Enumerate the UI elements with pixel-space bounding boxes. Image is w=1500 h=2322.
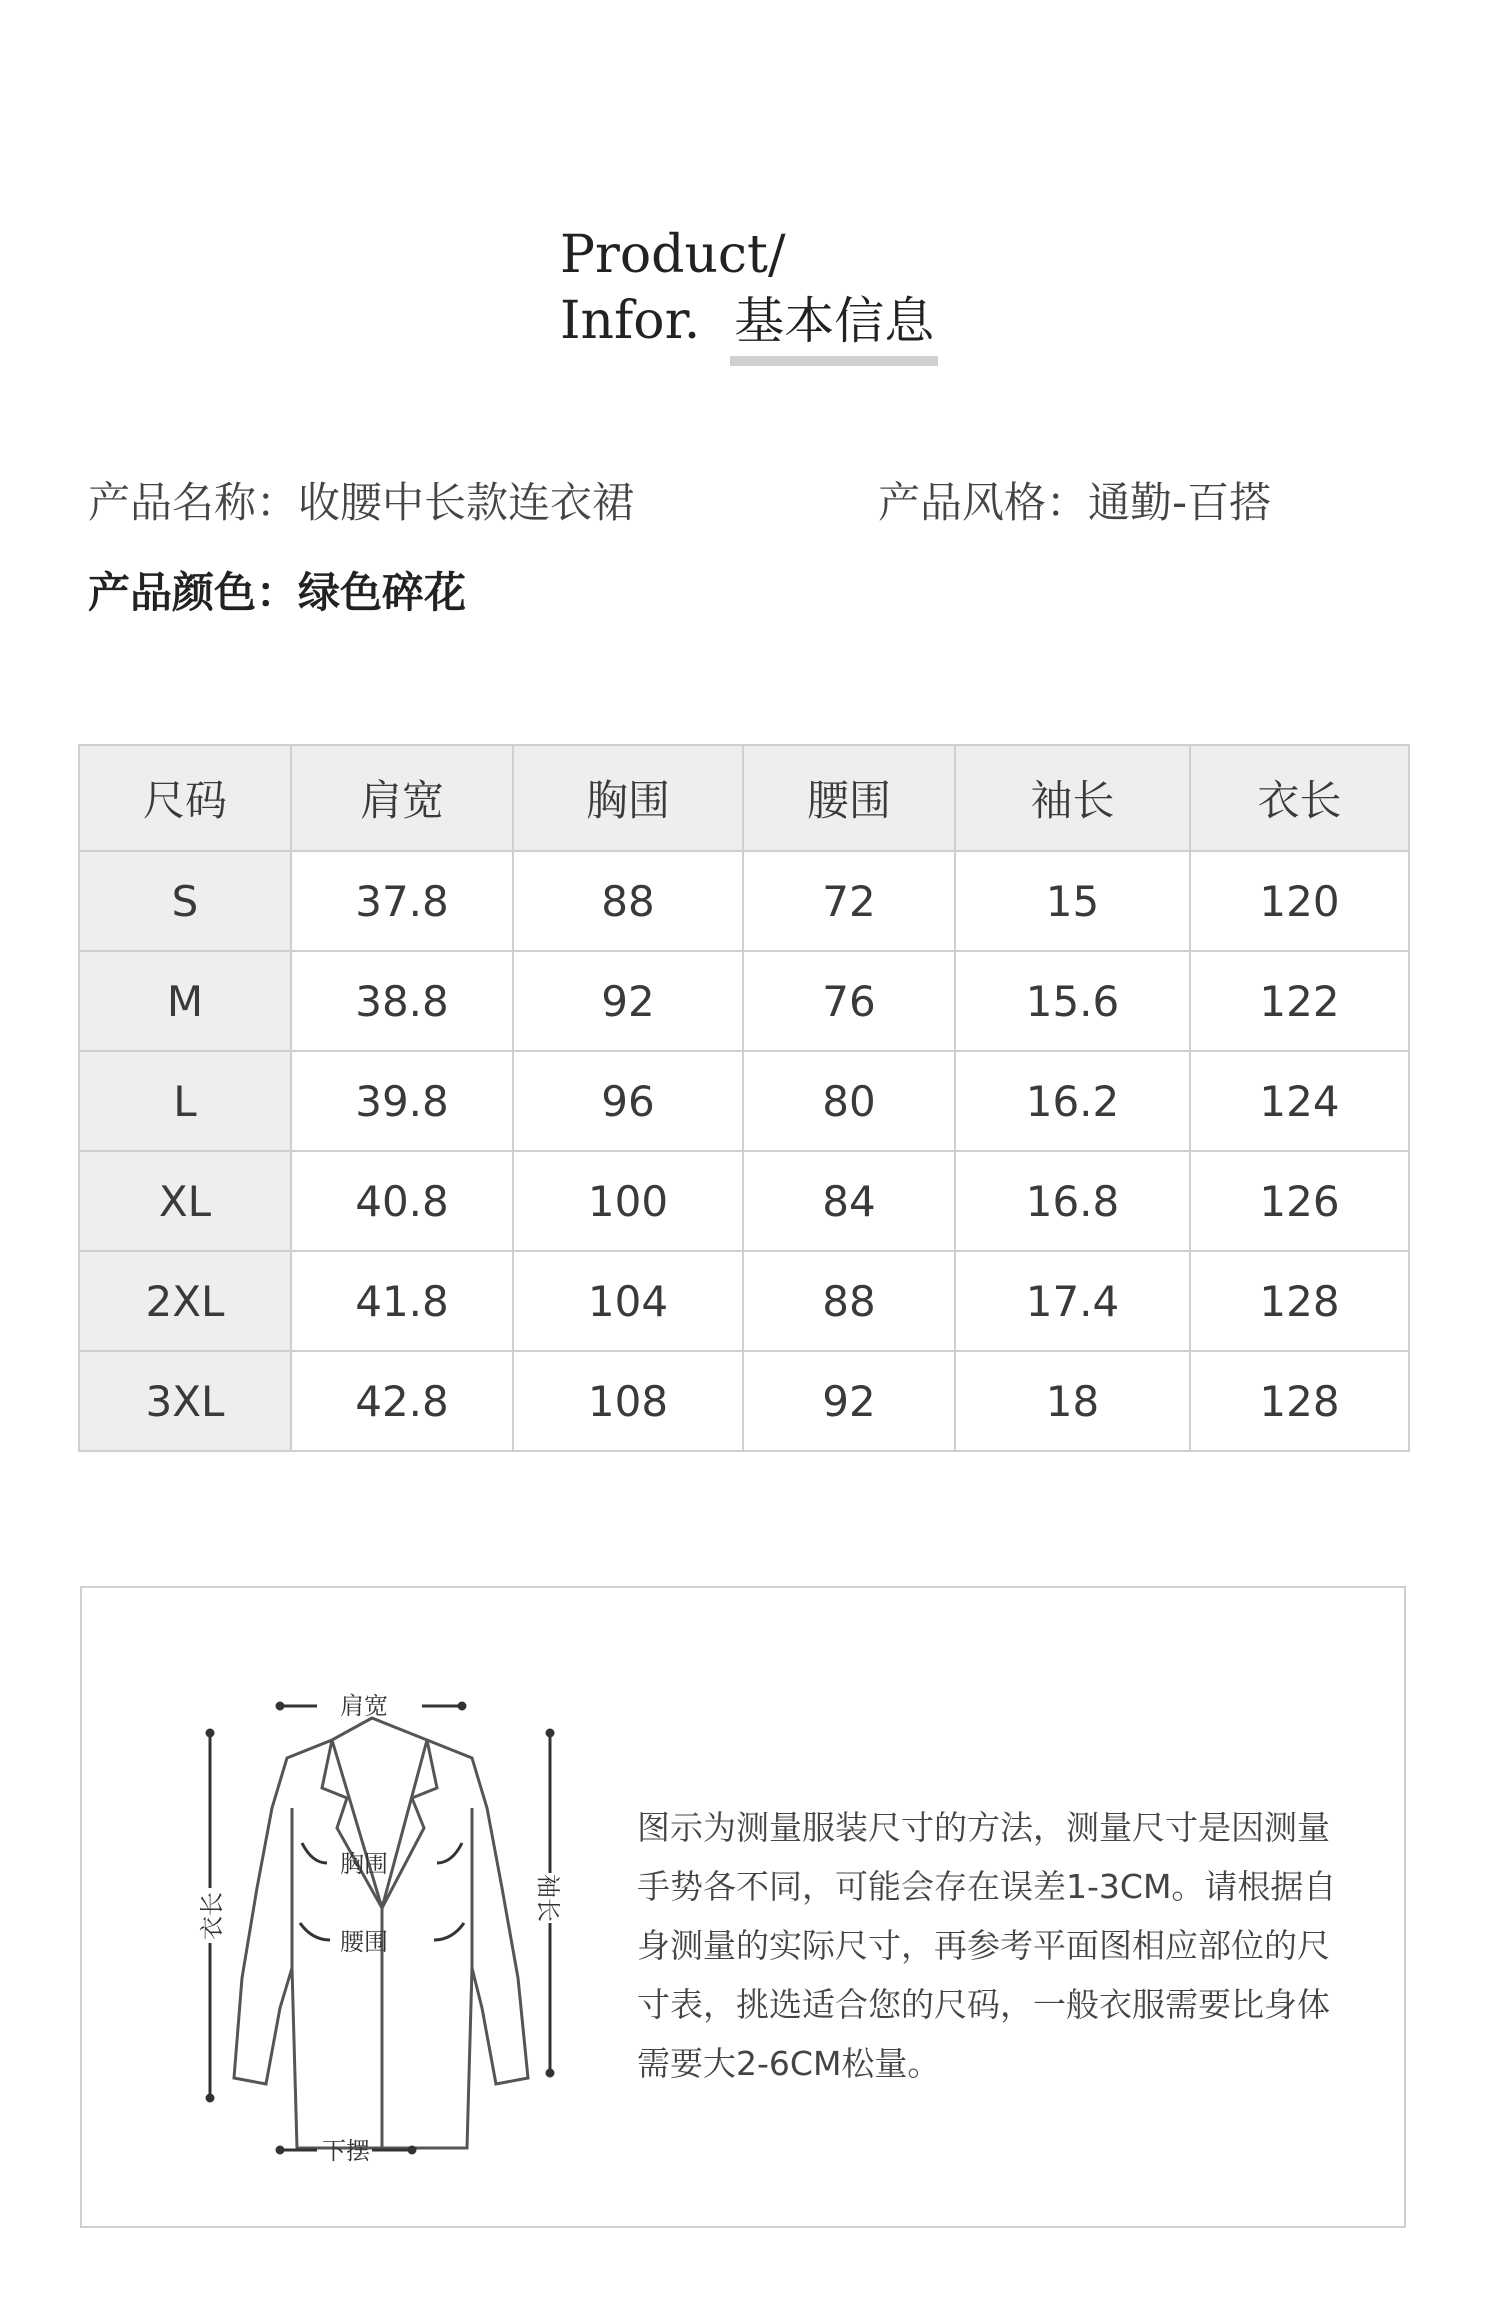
label-sleeve: 袖长 — [534, 1874, 562, 1922]
shoulder-cell: 41.8 — [291, 1251, 513, 1351]
waist-cell: 80 — [743, 1051, 955, 1151]
shoulder-cell: 40.8 — [291, 1151, 513, 1251]
header-waist: 腰围 — [743, 745, 955, 851]
chest-cell: 88 — [513, 851, 743, 951]
title-infor: Infor. — [560, 291, 701, 351]
label-length: 衣长 — [198, 1892, 226, 1940]
length-cell: 126 — [1190, 1151, 1409, 1251]
table-row — [79, 1251, 1409, 1351]
product-style-row — [878, 470, 1271, 530]
length-cell: 124 — [1190, 1051, 1409, 1151]
product-color-value: 绿色碎花 — [298, 568, 467, 617]
waist-cell: 72 — [743, 851, 955, 951]
chest-cell: 104 — [513, 1251, 743, 1351]
label-chest: 胸围 — [340, 1850, 388, 1878]
size-cell: S — [79, 851, 291, 951]
page-title — [560, 222, 938, 354]
waist-cell: 76 — [743, 951, 955, 1051]
chest-cell: 100 — [513, 1151, 743, 1251]
sleeve-cell: 15.6 — [955, 951, 1190, 1051]
shoulder-cell: 42.8 — [291, 1351, 513, 1451]
product-color-row — [88, 560, 466, 620]
size-cell: 3XL — [79, 1351, 291, 1451]
label-shoulder: 肩宽 — [340, 1692, 388, 1720]
waist-cell: 84 — [743, 1151, 955, 1251]
product-style-label: 产品风格： — [878, 478, 1089, 527]
shoulder-cell: 39.8 — [291, 1051, 513, 1151]
sleeve-cell: 15 — [955, 851, 1190, 951]
label-waist: 腰围 — [340, 1928, 388, 1956]
waist-cell: 92 — [743, 1351, 955, 1451]
length-cell: 120 — [1190, 851, 1409, 951]
size-cell: XL — [79, 1151, 291, 1251]
table-row — [79, 1351, 1409, 1451]
sleeve-cell: 16.8 — [955, 1151, 1190, 1251]
chest-cell: 108 — [513, 1351, 743, 1451]
waist-cell: 88 — [743, 1251, 955, 1351]
table-row — [79, 1151, 1409, 1251]
label-hem: 下摆 — [322, 2137, 370, 2165]
sleeve-cell: 17.4 — [955, 1251, 1190, 1351]
title-line-1: Product/ — [560, 225, 786, 285]
chest-cell: 92 — [513, 951, 743, 1051]
length-cell: 128 — [1190, 1351, 1409, 1451]
sleeve-cell: 16.2 — [955, 1051, 1190, 1151]
table-row — [79, 1051, 1409, 1151]
shoulder-cell: 37.8 — [291, 851, 513, 951]
size-cell: M — [79, 951, 291, 1051]
product-name-label: 产品名称： — [88, 478, 299, 527]
size-table — [78, 744, 1410, 1452]
length-cell: 122 — [1190, 951, 1409, 1051]
size-cell: L — [79, 1051, 291, 1151]
product-color-label: 产品颜色： — [88, 568, 299, 617]
sleeve-cell: 18 — [955, 1351, 1190, 1451]
header-chest: 胸围 — [513, 745, 743, 851]
product-name-value: 收腰中长款连衣裙 — [298, 478, 635, 527]
table-row — [79, 951, 1409, 1051]
measurement-note: 图示为测量服装尺寸的方法，测量尺寸是因测量手势各不同，可能会存在误差1-3CM。请根据自身测量的实际尺寸，再参考平面图相应部位的尺寸表，挑选适合您的尺码，一般衣服需要比身体需要大2-6CM松量。 — [637, 1808, 1337, 2083]
chest-cell: 96 — [513, 1051, 743, 1151]
size-table-header-row — [79, 745, 1409, 851]
size-cell: 2XL — [79, 1251, 291, 1351]
coat-measurement-diagram — [162, 1678, 582, 2178]
header-length: 衣长 — [1190, 745, 1409, 851]
header-size: 尺码 — [79, 745, 291, 851]
shoulder-cell: 38.8 — [291, 951, 513, 1051]
product-style-value: 通勤-百搭 — [1088, 478, 1272, 527]
length-cell: 128 — [1190, 1251, 1409, 1351]
table-row — [79, 851, 1409, 951]
product-name-row — [88, 470, 634, 530]
header-sleeve: 袖长 — [955, 745, 1190, 851]
measurement-guide — [80, 1586, 1406, 2228]
title-line-2 — [560, 288, 938, 354]
header-shoulder: 肩宽 — [291, 745, 513, 851]
title-chinese: 基本信息 — [730, 292, 938, 366]
